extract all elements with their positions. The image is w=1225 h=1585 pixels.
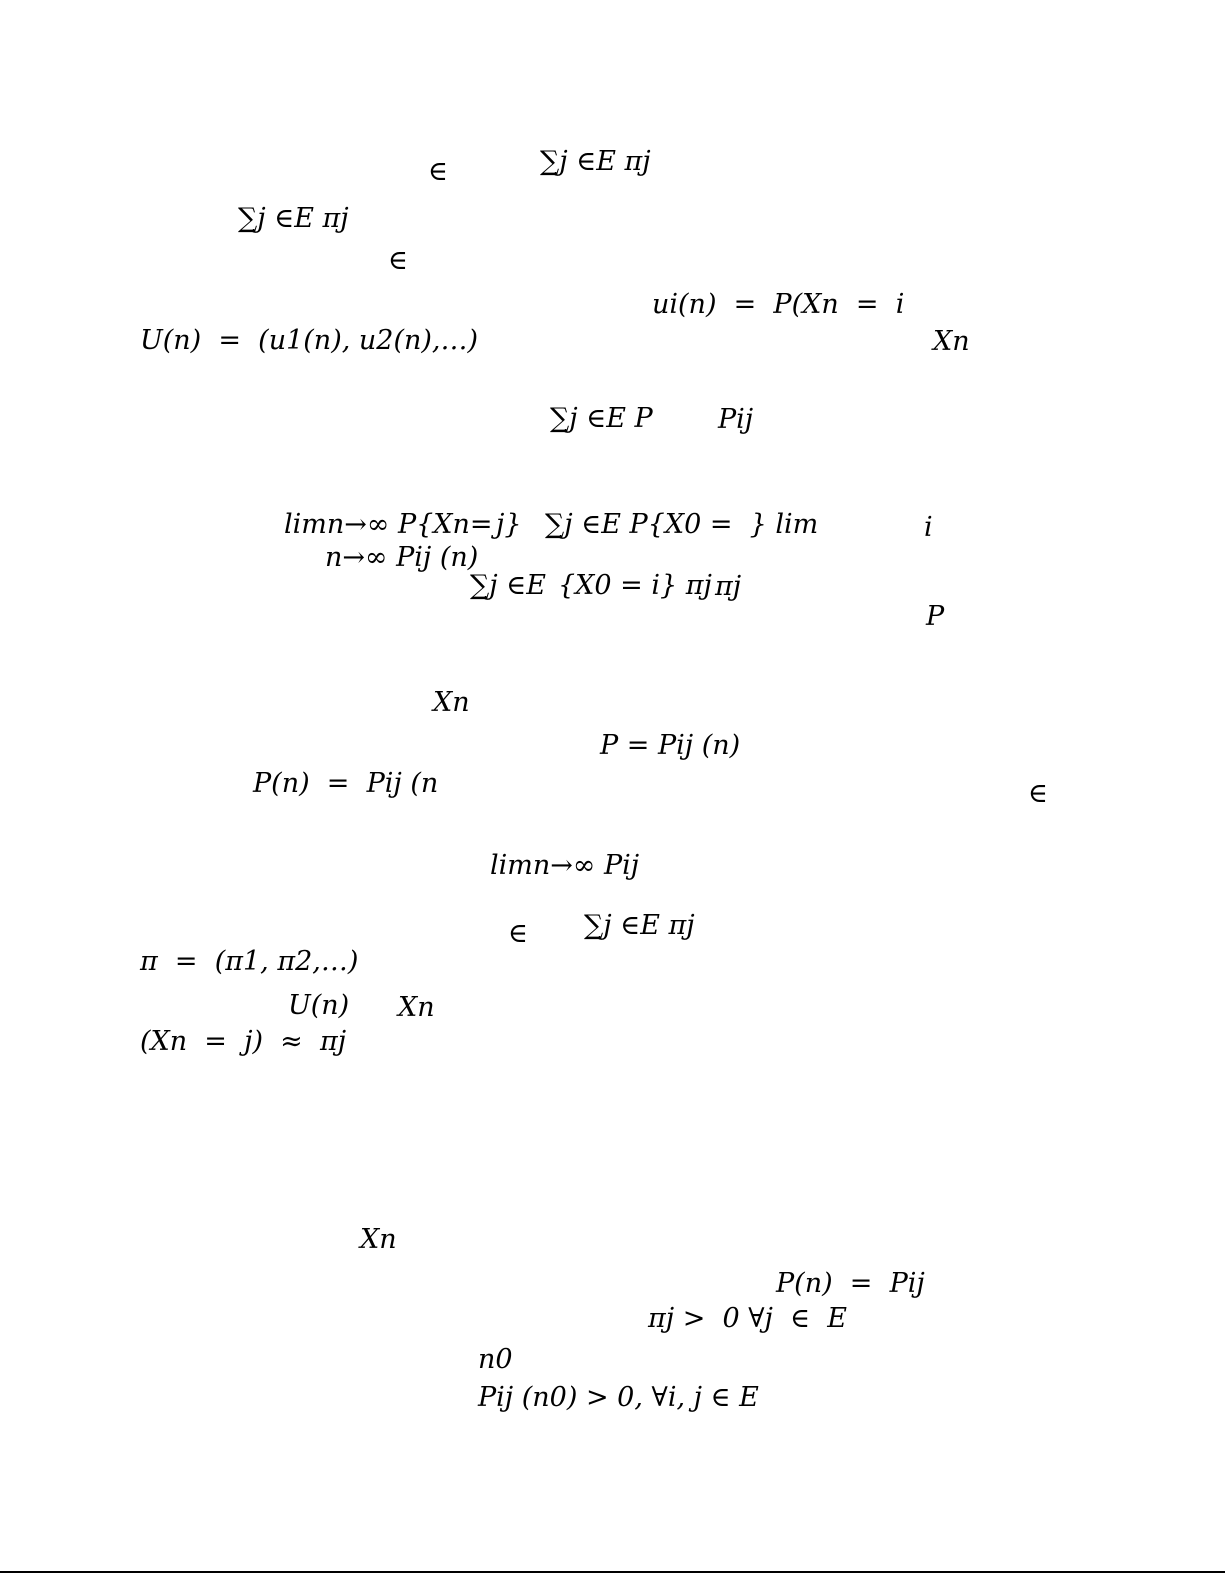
formula-fragment: ∈ bbox=[1028, 778, 1048, 809]
formula-fragment: Pij (n0) > 0, ∀i, j ∈ E bbox=[478, 1382, 759, 1413]
formula-fragment: Xn bbox=[398, 992, 435, 1023]
formula-fragment: ∑j ∈E P{X0 = } lim bbox=[545, 509, 819, 540]
formula-fragment: ∈ bbox=[508, 918, 528, 949]
formula-fragment: ∑j ∈E bbox=[470, 570, 546, 601]
formula-fragment: P bbox=[926, 601, 945, 632]
formula-fragment: Xn bbox=[360, 1224, 397, 1255]
formula-fragment: π = (π1, π2,…) bbox=[140, 946, 359, 977]
formula-fragment: ∑j ∈E πj bbox=[238, 203, 349, 234]
formula-fragment: n0 bbox=[478, 1344, 513, 1375]
formula-fragment: U(n) = (u1(n), u2(n),…) bbox=[140, 325, 479, 356]
formula-fragment: P(n) = Pij bbox=[776, 1268, 925, 1299]
formula-fragment: ∈ bbox=[428, 156, 448, 187]
formula-fragment: ∑j ∈E πj bbox=[540, 146, 651, 177]
formula-fragment: Xn bbox=[433, 687, 470, 718]
formula-fragment: limn→∞ P{Xn= bbox=[284, 509, 493, 540]
formula-fragment: i bbox=[924, 512, 933, 543]
formula-fragment: πj bbox=[715, 571, 742, 602]
formula-fragment: j} bbox=[496, 509, 522, 540]
formula-fragment: P(n) = Pij (n bbox=[253, 768, 439, 799]
formula-fragment: ∈ bbox=[388, 245, 408, 276]
formula-fragment: ∑j ∈E πj bbox=[584, 910, 695, 941]
formula-fragment: n→∞ Pij (n) bbox=[325, 542, 479, 573]
formula-fragment: πj > 0 ∀j ∈ E bbox=[648, 1303, 847, 1334]
formula-fragment: U(n) bbox=[288, 990, 350, 1021]
formula-fragment: {X0 = i} πj bbox=[558, 570, 712, 601]
formula-fragment: ∑j ∈E P bbox=[550, 403, 653, 434]
formula-fragment: ui(n) = P(Xn = i bbox=[652, 289, 905, 320]
formula-fragment: Pij bbox=[718, 404, 754, 435]
formula-fragment: (Xn = j) ≈ πj bbox=[140, 1026, 347, 1057]
bottom-rule bbox=[0, 1571, 1225, 1573]
formula-fragment: Xn bbox=[933, 326, 970, 357]
formula-fragment: limn→∞ Pij bbox=[490, 850, 640, 881]
formula-fragment: P = Pij (n) bbox=[600, 730, 741, 761]
